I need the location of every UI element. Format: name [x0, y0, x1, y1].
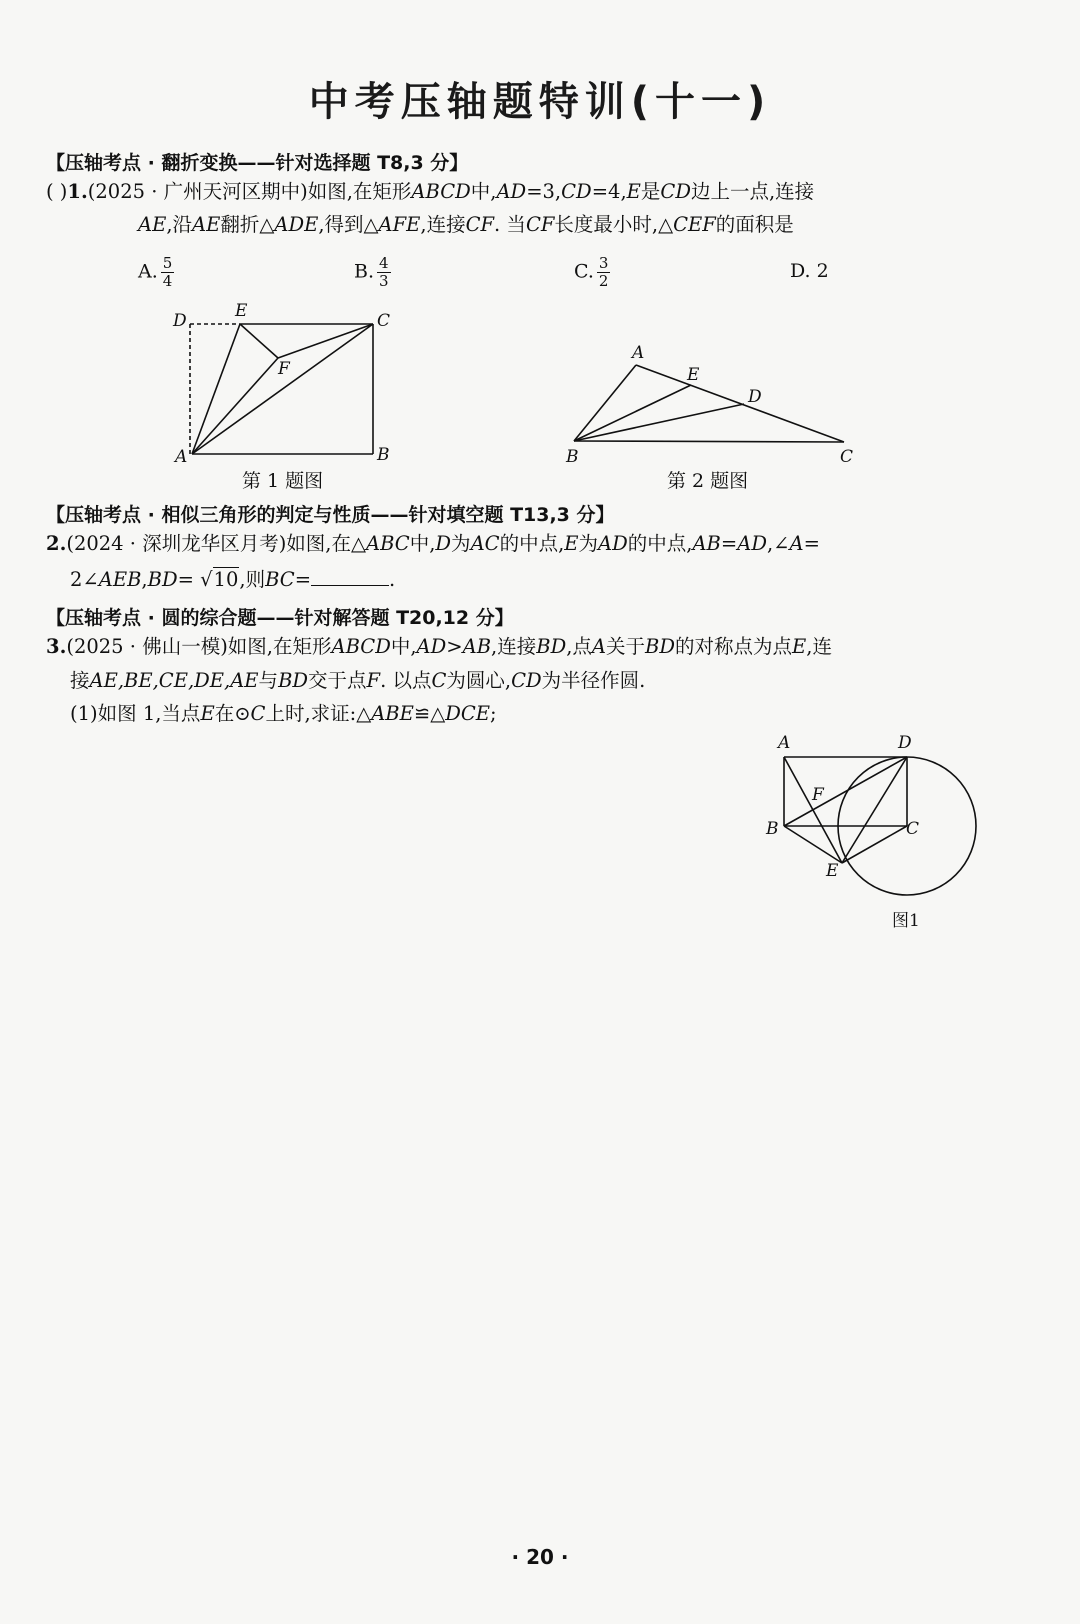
answer-bracket[interactable]: ( ) [46, 180, 68, 203]
fig2-label-c: C [840, 447, 854, 467]
fig3-label-f: F [812, 785, 824, 805]
fig2-label-b: B [566, 447, 579, 467]
section-header-1: 【压轴考点 · 翻折变换——针对选择题 T8,3 分】 [46, 152, 469, 174]
fig1-label-e: E [235, 301, 248, 321]
question-number: 1. [67, 180, 88, 203]
fig1-label-f: F [278, 359, 290, 379]
option-a[interactable]: A. $\frac{5}{4}$ [138, 254, 173, 290]
question-1-line-1: ( )1.(2025 · 广州天河区期中)如图,在矩形ABCD中,AD=3,CD=4,E是CD边上一点,连接 [46, 180, 815, 203]
question-source: (2025 · 广州天河区期中) [87, 180, 308, 203]
fig3-label-d: D [898, 733, 912, 753]
section-header-2: 【压轴考点 · 相似三角形的判定与性质——针对填空题 T13,3 分】 [46, 504, 615, 526]
fig1-label-c: C [377, 311, 391, 331]
question-2-line-2: 2∠AEB,BD= √10,则BC= . [70, 568, 396, 591]
figure-3-caption: 图1 [892, 911, 920, 931]
section-header-3: 【压轴考点 · 圆的综合题——针对解答题 T20,12 分】 [46, 607, 514, 629]
figure-3 [766, 730, 1010, 900]
option-c[interactable]: C. $\frac{3}{2}$ [574, 254, 609, 290]
fig3-label-b: B [766, 819, 779, 839]
fig1-label-a: A [175, 447, 188, 467]
fig2-label-a: A [632, 343, 645, 363]
question-2-line-1: 2.(2024 · 深圳龙华区月考)如图,在△ABC中,D为AC的中点,E为AD的中点,AB=AD,∠A= [46, 532, 820, 555]
fig3-label-a: A [778, 733, 791, 753]
question-3-line-2: 接AE,BE,CE,DE,AE与BD交于点F. 以点C为圆心,CD为半径作圆. [70, 669, 646, 692]
option-d[interactable]: D. 2 [790, 260, 829, 282]
fig2-label-d: D [748, 387, 762, 407]
figure-2-caption: 第 2 题图 [667, 470, 749, 492]
fig1-label-b: B [377, 445, 390, 465]
fig2-label-e: E [687, 365, 700, 385]
figure-1-caption: 第 1 题图 [242, 470, 324, 492]
figure-1 [165, 300, 415, 470]
page-number: · 20 · [511, 1545, 569, 1569]
fig3-label-c: C [906, 819, 920, 839]
answer-blank[interactable] [311, 567, 389, 586]
question-3-line-1: 3.(2025 · 佛山一模)如图,在矩形ABCD中,AD>AB,连接BD,点A关于BD的对称点为点E,连 [46, 635, 832, 658]
question-3-part-1: (1)如图 1,当点E在⊙C上时,求证:△ABE≌△DCE; [70, 702, 497, 725]
page-title: 中考压轴题特训(十一) [308, 79, 772, 125]
fig1-label-d: D [173, 311, 187, 331]
figure-2 [560, 340, 860, 470]
question-1-line-2: AE,沿AE翻折△ADE,得到△AFE,连接CF. 当CF长度最小时,△CEF的面积是 [138, 213, 794, 236]
fig3-label-e: E [826, 861, 839, 881]
option-b[interactable]: B. $\frac{4}{3}$ [354, 254, 389, 290]
